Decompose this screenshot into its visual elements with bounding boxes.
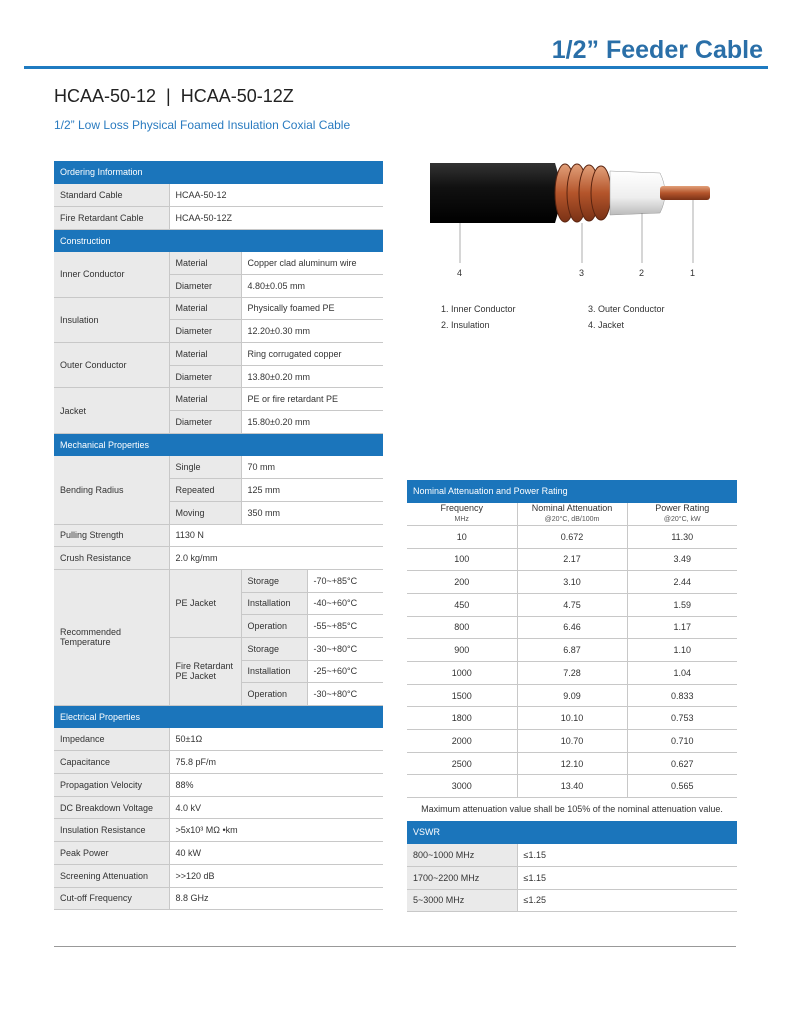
table-row: Insulation Resistance >5x10³ MΩ •km xyxy=(54,819,383,842)
table-row xyxy=(407,593,737,616)
table-cell: 0.753 xyxy=(627,707,737,730)
table-cell: 900 xyxy=(407,639,517,662)
table-cell: 1.17 xyxy=(627,616,737,639)
page-title: 1/2” Feeder Cable xyxy=(551,36,763,64)
table-row: Fire Retardant Cable HCAA-50-12Z xyxy=(54,206,383,229)
table-cell: 1000 xyxy=(407,662,517,685)
table-row xyxy=(407,684,737,707)
table-row: Pulling Strength 1130 N xyxy=(54,524,383,547)
section-title: Electrical Properties xyxy=(54,706,383,729)
table-row: Crush Resistance 2.0 kg/mm xyxy=(54,547,383,570)
inner-conductor-shape xyxy=(660,186,710,200)
table-cell: 11.30 xyxy=(627,525,737,548)
table-row: Installation -25~+60°C xyxy=(54,660,383,683)
table-row xyxy=(407,775,737,798)
table-row xyxy=(407,571,737,594)
model-numbers: HCAA-50-12 | HCAA-50-12Z xyxy=(54,86,294,106)
table-cell: 1500 xyxy=(407,684,517,707)
table-row: Diameter 13.80±0.20 mm xyxy=(54,365,383,388)
table-row: Operation -30~+80°C xyxy=(54,683,383,706)
callout-number: 4 xyxy=(457,268,463,278)
table-cell: 450 xyxy=(407,593,517,616)
table-row: Capacitance 75.8 pF/m xyxy=(54,751,383,774)
callout-number: 1 xyxy=(690,268,696,278)
table-row: Diameter 4.80±0.05 mm xyxy=(54,274,383,297)
table-cell: 0.833 xyxy=(627,684,737,707)
table-row xyxy=(407,752,737,775)
column-header: Power Rating @20°C, kW xyxy=(627,503,737,526)
table-row xyxy=(407,548,737,571)
table-cell: 10.10 xyxy=(517,707,627,730)
table-row: Screening Attenuation >>120 dB xyxy=(54,864,383,887)
section-title: Ordering Information xyxy=(54,161,383,184)
specification-table xyxy=(54,161,383,910)
section-title: Mechanical Properties xyxy=(54,433,383,456)
table-cell: 9.09 xyxy=(517,684,627,707)
table-row xyxy=(407,662,737,685)
section-ordering xyxy=(54,161,383,184)
table-row xyxy=(407,730,737,753)
table-row: Diameter 12.20±0.30 mm xyxy=(54,320,383,343)
cable-diagram xyxy=(420,155,750,335)
table-cell: 6.87 xyxy=(517,639,627,662)
table-row: Standard Cable HCAA-50-12 xyxy=(54,184,383,207)
table-row: Insulation Material Physically foamed PE xyxy=(54,297,383,320)
table-cell: 10 xyxy=(407,525,517,548)
attenuation-note: Maximum attenuation value shall be 105% of the nominal attenuation value. xyxy=(421,804,723,814)
table-cell: 800 xyxy=(407,616,517,639)
table-cell: 1800 xyxy=(407,707,517,730)
jacket-shape xyxy=(430,163,560,223)
attenuation-table xyxy=(407,480,737,798)
table-cell: 10.70 xyxy=(517,730,627,753)
table-row: Peak Power 40 kW xyxy=(54,842,383,865)
table-cell: 0.710 xyxy=(627,730,737,753)
insulation-shape xyxy=(610,171,665,215)
section-electrical xyxy=(54,706,383,729)
table-cell: 1.10 xyxy=(627,639,737,662)
section-title: VSWR xyxy=(407,821,737,844)
subtitle: 1/2” Low Loss Physical Foamed Insulation Coxial Cable xyxy=(54,118,351,132)
table-cell: 3.10 xyxy=(517,571,627,594)
table-cell: 0.565 xyxy=(627,775,737,798)
table-row: Diameter 15.80±0.20 mm xyxy=(54,411,383,434)
table-row: Cut-off Frequency 8.8 GHz xyxy=(54,887,383,910)
callout-number: 2 xyxy=(639,268,645,278)
table-cell: 2.44 xyxy=(627,571,737,594)
legend-item: 1. Inner Conductor xyxy=(441,304,516,314)
table-row: 800~1000 MHz ≤1.15 xyxy=(407,844,737,867)
table-cell: 100 xyxy=(407,548,517,571)
title-rule xyxy=(24,66,768,69)
table-row: Impedance 50±1Ω xyxy=(54,728,383,751)
table-cell: 7.28 xyxy=(517,662,627,685)
table-row: Bending Radius Single 70 mm xyxy=(54,456,383,479)
table-cell: 2500 xyxy=(407,752,517,775)
table-cell: 2000 xyxy=(407,730,517,753)
table-row: 1700~2200 MHz ≤1.15 xyxy=(407,866,737,889)
legend-item: 3. Outer Conductor xyxy=(588,304,665,314)
table-row: Outer Conductor Material Ring corrugated copper xyxy=(54,343,383,366)
table-cell: 1.59 xyxy=(627,593,737,616)
table-cell: 0.672 xyxy=(517,525,627,548)
callout-number: 3 xyxy=(579,268,585,278)
table-row: 5~3000 MHz ≤1.25 xyxy=(407,889,737,912)
table-row: DC Breakdown Voltage 4.0 kV xyxy=(54,796,383,819)
table-row: Inner Conductor Material Copper clad aluminum wire xyxy=(54,252,383,275)
column-header: Nominal Attenuation @20°C, dB/100m xyxy=(517,503,627,526)
table-cell: 12.10 xyxy=(517,752,627,775)
table-cell: 1.04 xyxy=(627,662,737,685)
table-row: Repeated 125 mm xyxy=(54,479,383,502)
section-title: Nominal Attenuation and Power Rating xyxy=(407,480,737,503)
outer-conductor-shape xyxy=(555,164,611,222)
vswr-table xyxy=(407,821,737,912)
table-cell: 4.75 xyxy=(517,593,627,616)
footer-rule xyxy=(54,946,736,947)
table-row xyxy=(407,616,737,639)
table-row: Propagation Velocity 88% xyxy=(54,774,383,797)
table-row: Operation -55~+85°C xyxy=(54,615,383,638)
table-row: Installation -40~+60°C xyxy=(54,592,383,615)
table-row xyxy=(407,525,737,548)
section-construction xyxy=(54,229,383,252)
table-row: Jacket Material PE or fire retardant PE xyxy=(54,388,383,411)
table-header-row xyxy=(407,503,737,526)
table-cell: 0.627 xyxy=(627,752,737,775)
table-cell: 3000 xyxy=(407,775,517,798)
table-row: Recommended Temperature PE Jacket Storage -70~+85°C xyxy=(54,569,383,592)
column-header: Frequency MHz xyxy=(407,503,517,526)
table-row: Moving 350 mm xyxy=(54,501,383,524)
legend-item: 4. Jacket xyxy=(588,320,625,330)
section-mechanical xyxy=(54,433,383,456)
table-cell: 3.49 xyxy=(627,548,737,571)
table-cell: 2.17 xyxy=(517,548,627,571)
table-row xyxy=(407,639,737,662)
table-cell: 13.40 xyxy=(517,775,627,798)
section-title: Construction xyxy=(54,229,383,252)
table-cell: 200 xyxy=(407,571,517,594)
legend-item: 2. Insulation xyxy=(441,320,490,330)
table-cell: 6.46 xyxy=(517,616,627,639)
table-row: Fire Retardant PE Jacket Storage -30~+80°C xyxy=(54,637,383,660)
table-row xyxy=(407,707,737,730)
